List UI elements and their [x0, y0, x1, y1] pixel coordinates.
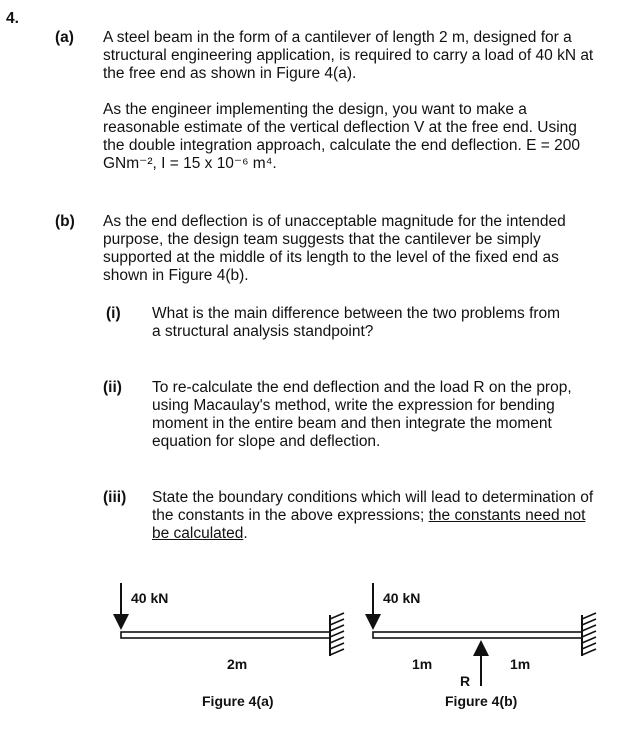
figures-diagram — [0, 570, 636, 730]
text-line: the free end as shown in Figure 4(a). — [103, 65, 357, 82]
text-line: reasonable estimate of the vertical deflection V at the free end. Using — [103, 119, 577, 136]
text-line: a structural analysis standpoint? — [152, 323, 374, 340]
text-line: A steel beam in the form of a cantilever of length 2 m, designed for a — [103, 29, 572, 46]
text-span: . — [243, 525, 248, 542]
part-b-paragraph — [103, 213, 566, 285]
load-label: 40 kN — [131, 590, 169, 606]
figure-4b — [373, 583, 596, 709]
figure-caption: Figure 4(b) — [445, 693, 518, 709]
fixed-support-hatch — [582, 613, 596, 655]
length-label: 2m — [227, 656, 248, 672]
text-line: equation for slope and deflection. — [152, 433, 381, 450]
right-span-label: 1m — [510, 656, 531, 672]
underlined-text: be calculated — [152, 525, 244, 542]
prop-label: R — [460, 673, 471, 689]
sub-ii-label: (ii) — [103, 379, 122, 396]
text-line: As the end deflection is of unacceptable magnitude for the intended — [103, 213, 566, 230]
sub-iii-text — [152, 489, 593, 543]
text-line: the double integration approach, calculate the end deflection. E = 200 — [103, 137, 580, 154]
text-line: State the boundary conditions which will lead to determination of — [152, 489, 594, 506]
part-a-label: (a) — [55, 29, 74, 46]
beam — [121, 632, 330, 638]
figure-4a — [121, 583, 344, 709]
sub-i-text — [152, 305, 560, 341]
text-line: using Macaulay's method, write the expression for bending — [152, 397, 555, 414]
text-line: GNm⁻², I = 15 x 10⁻⁶ m⁴. — [103, 155, 277, 172]
text-line: What is the main difference between the two problems from — [152, 305, 561, 322]
text-line: structural engineering application, is required to carry a load of 40 kN at — [103, 47, 594, 64]
part-b-label: (b) — [55, 213, 75, 230]
underlined-text: the constants need not — [428, 507, 586, 524]
sub-ii-text — [152, 379, 572, 451]
text-line: moment in the entire beam and then integrate the moment — [152, 415, 552, 432]
figure-caption: Figure 4(a) — [202, 693, 274, 709]
sub-iii-label: (iii) — [103, 489, 127, 506]
question-number: 4. — [6, 10, 19, 27]
text-line: shown in Figure 4(b). — [103, 267, 249, 284]
text-line: purpose, the design team suggests that the cantilever be simply — [103, 231, 541, 248]
text-line — [152, 507, 593, 525]
text-line: To re-calculate the end deflection and the load R on the prop, — [152, 379, 572, 396]
part-a-paragraph-2 — [103, 101, 580, 173]
beam — [373, 632, 582, 638]
text-line — [152, 525, 593, 543]
text-span: the constants in the above expressions; — [152, 507, 429, 524]
left-span-label: 1m — [412, 656, 433, 672]
sub-i-label: (i) — [106, 305, 121, 322]
load-label: 40 kN — [383, 590, 421, 606]
text-line: As the engineer implementing the design, you want to make a — [103, 101, 527, 118]
part-a-paragraph-1 — [103, 29, 593, 83]
fixed-support-hatch — [330, 613, 344, 655]
text-line: supported at the middle of its length to the level of the fixed end as — [103, 249, 559, 266]
